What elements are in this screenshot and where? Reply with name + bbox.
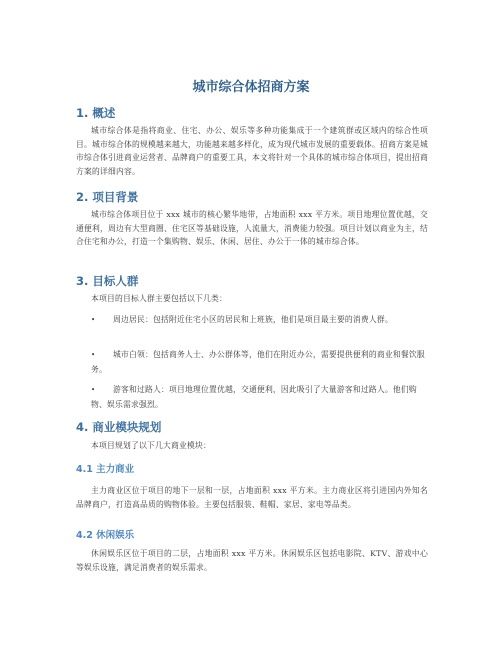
target-audience-intro: 本项目的目标人群主要包括以下几类：: [91, 294, 227, 303]
section-heading-commercial-planning: 4. 商业模块规划: [76, 420, 162, 434]
bullet-text: 游客和过路人：项目地理位置优越，交通便利，因此吸引了大量游客和过路人。他们购物、娱乐需求强烈。: [91, 385, 417, 409]
bullet-icon: •: [91, 316, 96, 324]
background-paragraph: 城市综合体项目位于 xxx 城市的核心繁华地带，占地面积 xxx 平方米。项目地理位置优越，交通便利，周边有大型商圈、住宅区等基础设施，人流量大，消费能力较强。项目计划以商业为主，结合住宅和办公，打造一个集购物、娱乐、休闲、居住、办公于一体的城市综合体。: [76, 210, 428, 246]
bullet-text: 城市白领：包括商务人士、办公群体等，他们在附近办公，需要提供便利的商业和餐饮服务。: [91, 350, 425, 374]
document-title: 城市综合体招商方案: [192, 80, 310, 95]
subsection-heading-leisure-entertainment: 4.2 休闲娱乐: [76, 530, 135, 541]
overview-paragraph: 城市综合体是指将商业、住宅、办公、娱乐等多种功能集成于一个建筑群或区域内的综合性项目。城市综合体的规模越来越大，功能越来越多样化，成为现代城市发展的重要载体。招商方案是城市综合体引进商业运营者、品牌商户的重要工具，本文将针对一个具体的城市综合体项目，提出招商方案的详细内容。: [76, 126, 428, 176]
section-heading-background: 2. 项目背景: [76, 190, 139, 204]
bullet-icon: •: [91, 386, 96, 394]
list-item: [91, 383, 428, 411]
list-item: [91, 348, 428, 376]
subsection-heading-anchor-retail: 4.1 主力商业: [76, 464, 135, 475]
anchor-retail-paragraph: 主力商业区位于项目的地下一层和一层，占地面积 xxx 平方米。主力商业区将引进国内外知名品牌商户，打造高品质的购物体验。主要包括服装、鞋帽、家居、家电等品类。: [76, 486, 428, 509]
section-heading-target-audience: 3. 目标人群: [76, 274, 139, 288]
list-item: [91, 313, 428, 328]
leisure-entertainment-paragraph: 休闲娱乐区位于项目的二层，占地面积 xxx 平方米。休闲娱乐区包括电影院、KTV、游戏中心等娱乐设施，满足消费者的娱乐需求。: [76, 549, 428, 572]
bullet-text: 周边居民：包括附近住宅小区的居民和上班族，他们是项目最主要的消费人群。: [113, 315, 393, 324]
section-heading-overview: 1. 概述: [76, 106, 116, 120]
bullet-icon: •: [91, 351, 96, 359]
commercial-planning-intro: 本项目规划了以下几大商业模块：: [91, 441, 211, 450]
